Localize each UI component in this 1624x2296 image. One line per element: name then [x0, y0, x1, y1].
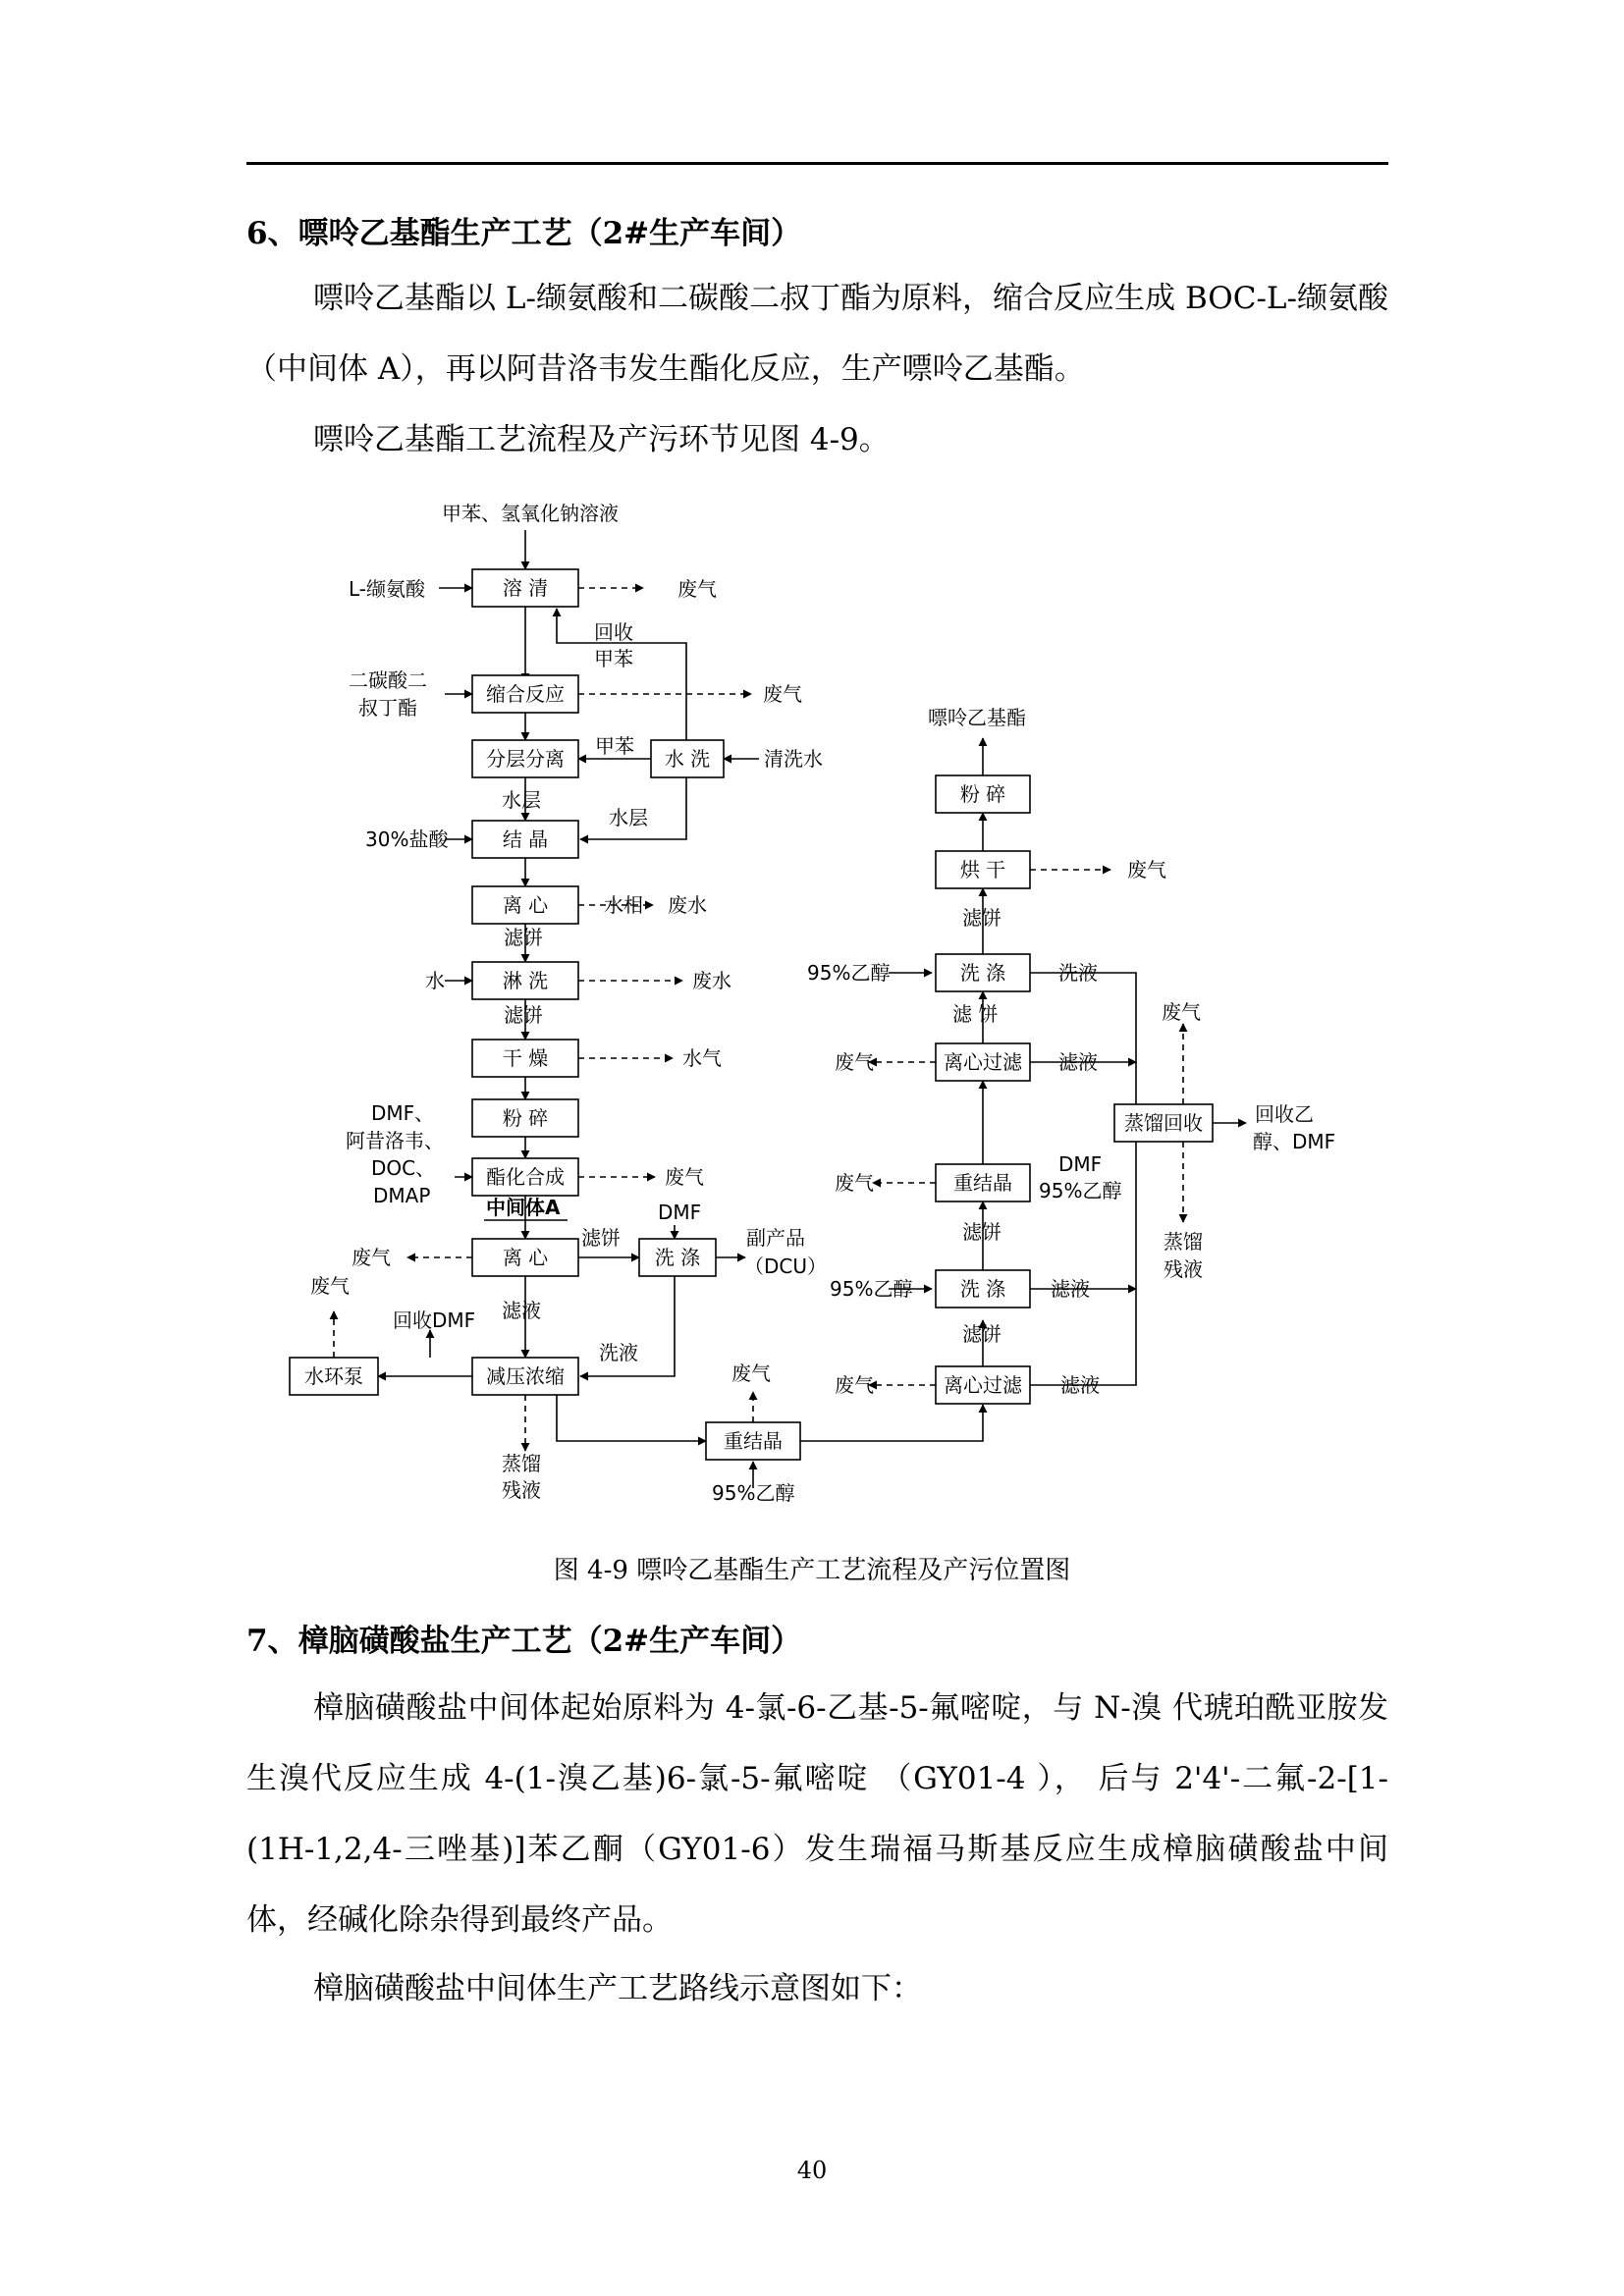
svg-text:水 洗: 水 洗 [664, 747, 711, 771]
label-waste-gas: 废气 [763, 682, 802, 706]
label-filter-cake: 滤饼 [504, 926, 543, 949]
section-6-paragraph-1: 嘌呤乙基酯以 L-缬氨酸和二碳酸二叔丁酯为原料，缩合反应生成 BOC-L-缬氨酸（中间体 A），再以阿昔洛韦发生酯化反应，生产嘌呤乙基酯。 [246, 281, 1388, 387]
svg-text:酯化合成: 酯化合成 [486, 1165, 565, 1189]
svg-text:洗 涤: 洗 涤 [959, 961, 1006, 985]
label-water-layer: 水层 [502, 788, 541, 812]
flowchart-node-lixinguolv2 [936, 1043, 1030, 1081]
label-byproduct: （DCU） [744, 1255, 828, 1278]
svg-text:淋 洗: 淋 洗 [502, 969, 549, 992]
label-filter-cake: 滤饼 [504, 1003, 543, 1027]
label-recover-ethanol: 回收乙 [1255, 1102, 1314, 1126]
label-waste-gas: 废气 [731, 1362, 771, 1385]
label-filtrate: 滤液 [1060, 1373, 1100, 1397]
label-wash-liquor: 洗液 [1058, 961, 1098, 985]
section-7-heading: 7、樟脑磺酸盐生产工艺（2#生产车间） [246, 1624, 802, 1659]
svg-text:重结晶: 重结晶 [953, 1171, 1012, 1195]
label-product: 嘌呤乙基酯 [928, 706, 1026, 729]
label-top-input: 甲苯、氢氧化钠溶液 [442, 502, 619, 525]
svg-text:重结晶: 重结晶 [724, 1429, 783, 1453]
svg-text:粉 碎: 粉 碎 [959, 782, 1006, 806]
flowchart-node-lixinguolv1 [936, 1366, 1030, 1404]
label-reagents: 阿昔洛韦、 [346, 1129, 444, 1152]
flowchart-node-fenceng [472, 740, 578, 777]
label-waste-gas: 废气 [835, 1373, 874, 1397]
label-byproduct: 副产品 [746, 1226, 805, 1250]
flowchart-node-suohe [472, 675, 578, 713]
section-7-paragraph-2: 樟脑磺酸盐中间体生产工艺路线示意图如下： [313, 1971, 922, 2006]
label-valine: L-缬氨酸 [349, 577, 426, 601]
flowchart-node-xidi2 [936, 1270, 1030, 1308]
svg-text:粉 碎: 粉 碎 [502, 1106, 549, 1130]
flowchart-node-chongjiejing2 [936, 1164, 1030, 1201]
flowchart-node-zhihua [472, 1158, 578, 1196]
flowchart-node-fensui1 [472, 1099, 578, 1137]
label-filter-cake: 滤 饼 [952, 1002, 999, 1026]
svg-text:蒸馏回收: 蒸馏回收 [1124, 1111, 1203, 1135]
section-6-heading: 6、嘌呤乙基酯生产工艺（2#生产车间） [246, 216, 802, 251]
label-wash-liquor: 洗液 [599, 1341, 638, 1364]
label-water: 水 [425, 969, 445, 992]
label-toluene: 甲苯 [595, 734, 634, 758]
flowchart-node-jianya [472, 1358, 578, 1395]
flowchart-node-ganzao [472, 1040, 578, 1077]
svg-text:洗 涤: 洗 涤 [959, 1277, 1006, 1301]
label-dmf-ethanol: 95%乙醇 [1039, 1179, 1122, 1202]
svg-text:水环泵: 水环泵 [304, 1364, 363, 1388]
svg-text:缩合反应: 缩合反应 [486, 682, 565, 706]
figure-caption: 图 4-9 嘌呤乙基酯生产工艺流程及产污位置图 [553, 1556, 1071, 1585]
svg-text:洗 涤: 洗 涤 [654, 1246, 701, 1269]
label-residue: 蒸馏 [502, 1452, 541, 1475]
flowchart-node-zhengliu [1114, 1104, 1213, 1142]
svg-text:结 晶: 结 晶 [502, 828, 549, 851]
svg-text:离心过滤: 离心过滤 [944, 1373, 1022, 1397]
flowchart-node-xidi1 [639, 1239, 716, 1276]
flowchart-node-fensui2 [936, 775, 1030, 813]
svg-text:分层分离: 分层分离 [486, 747, 565, 771]
label-ethanol: 95%乙醇 [807, 961, 891, 985]
label-residue: 残液 [1164, 1257, 1203, 1281]
svg-text:溶 清: 溶 清 [502, 576, 549, 600]
label-filtrate: 滤液 [502, 1299, 541, 1322]
svg-text:干 燥: 干 燥 [502, 1046, 549, 1070]
label-recover-ethanol: 醇、DMF [1253, 1130, 1336, 1153]
label-vapor: 水气 [682, 1046, 722, 1070]
label-filter-cake: 滤饼 [962, 1322, 1001, 1346]
flowchart-node-honggan [936, 851, 1030, 888]
label-recover-dmf: 回收DMF [393, 1308, 476, 1332]
svg-text:离 心: 离 心 [502, 893, 549, 917]
label-waste-gas: 废气 [665, 1165, 704, 1189]
label-waste-gas: 废气 [310, 1274, 350, 1298]
svg-text:减压浓缩: 减压浓缩 [486, 1364, 565, 1388]
label-water-layer: 水层 [609, 806, 648, 829]
label-residue: 残液 [502, 1478, 541, 1502]
flowchart-node-lixin2 [472, 1239, 578, 1276]
label-rinse-water: 清洗水 [764, 747, 823, 771]
page-number: 40 [796, 2157, 828, 2184]
label-filter-cake: 滤饼 [962, 1220, 1001, 1244]
label-waste-water: 废水 [668, 893, 707, 917]
label-recover-toluene: 回收 [594, 620, 633, 644]
label-reagents: DOC、 [371, 1156, 436, 1180]
label-ethanol: 95%乙醇 [712, 1481, 795, 1505]
label-dmf-ethanol: DMF [1058, 1152, 1103, 1176]
label-recover-toluene: 甲苯 [594, 647, 633, 670]
label-waste-gas: 废气 [352, 1246, 391, 1269]
section-6-paragraph-2: 嘌呤乙基酯工艺流程及产污环节见图 4-9。 [313, 422, 890, 457]
flowchart-node-jiejing [472, 821, 578, 858]
label-filter-cake: 滤饼 [581, 1226, 621, 1250]
flowchart-node-linxi [472, 962, 578, 999]
label-waste-gas: 废气 [1127, 858, 1166, 881]
label-waste-gas: 废气 [835, 1171, 874, 1195]
label-filtrate: 滤液 [1058, 1050, 1098, 1074]
flowchart-node-lixin1 [472, 886, 578, 924]
flowchart-node-xidi3 [936, 954, 1030, 991]
flowchart-labels [310, 502, 1335, 1505]
label-waste-water: 废水 [692, 969, 731, 992]
label-reagents: DMF、 [371, 1101, 435, 1125]
label-waste-gas: 废气 [677, 577, 717, 601]
label-waste-gas: 废气 [1162, 1000, 1201, 1024]
flowchart-node-rongqing [472, 569, 578, 607]
flowchart-node-shuixi [651, 740, 724, 777]
section-7-paragraph-1: 樟脑磺酸盐中间体起始原料为 4-氯-6-乙基-5-氟嘧啶，与 N-溴 代琥珀酰亚胺发生溴代反应生成 4-(1-溴乙基)6-氯-5-氟嘧啶 （GY01-4 ）， 后与 2'4'-二氟-2-[1-(1H-1,2,4-三唑基)]苯乙酮（GY01-6）发生瑞福马斯基反应生成樟脑磺酸盐中间体，经碱化除杂得到最终产品。 [246, 1690, 1388, 1938]
label-boc: 二碳酸二 [349, 668, 427, 692]
label-intermediate-a: 中间体A [486, 1196, 561, 1219]
flowchart-node-shuihuanbeng [290, 1358, 378, 1395]
label-waste-gas: 废气 [835, 1050, 874, 1074]
label-filter-cake: 滤饼 [962, 906, 1001, 930]
label-ethanol: 95%乙醇 [830, 1277, 913, 1301]
label-water-phase: 水相 [604, 893, 643, 917]
label-residue: 蒸馏 [1164, 1230, 1203, 1254]
flowchart-node-chongjiejing1 [706, 1422, 800, 1460]
label-filtrate: 滤液 [1051, 1277, 1090, 1301]
svg-text:离心过滤: 离心过滤 [944, 1050, 1022, 1074]
label-hcl: 30%盐酸 [365, 828, 449, 851]
svg-text:离 心: 离 心 [502, 1246, 549, 1269]
svg-text:烘 干: 烘 干 [959, 858, 1006, 881]
label-reagents: DMAP [373, 1184, 431, 1207]
label-dmf: DMF [658, 1201, 702, 1224]
label-boc: 叔丁酯 [358, 696, 417, 720]
